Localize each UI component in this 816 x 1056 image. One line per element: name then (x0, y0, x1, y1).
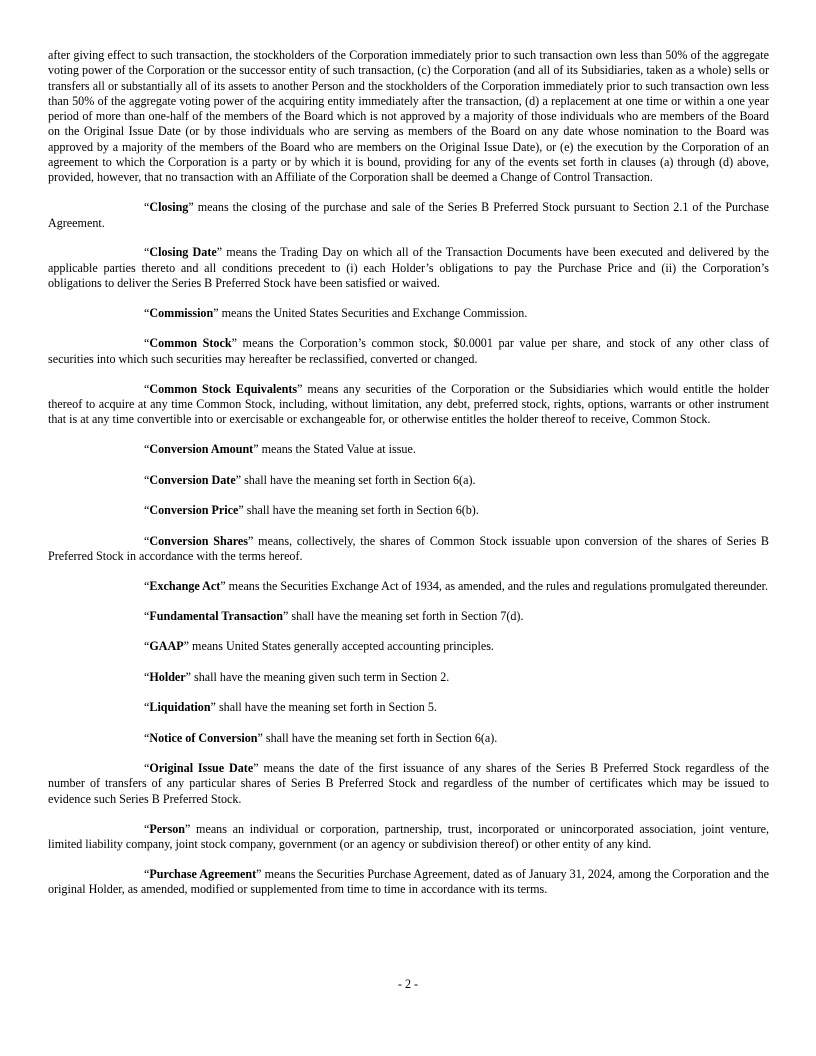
document-page (48, 48, 769, 912)
definition-text: shall have the meaning set forth in Section 7(d). (288, 608, 524, 623)
definition-text: shall have the meaning set forth in Section 6(a). (241, 472, 476, 487)
definition-text: means the date of the first issuance of any shares of the Series B Preferred Stock regardless of the number of transfers of any particular shares of Series B Preferred Stock and regardless of the number of certificates which may be issued to evidence such Series B Preferred Stock. (48, 761, 769, 806)
definition-purchase-agreement: “Purchase Agreement” means the Securities Purchase Agreement, dated as of January 31, 2024, among the Corporation and the original Holder, as amended, modified or supplemented from time to time in accordance with its terms. (48, 866, 769, 897)
definition-term: Notice of Conversion (149, 730, 258, 745)
definition-term: Conversion Date (149, 472, 236, 487)
page-number: - 2 - (397, 977, 419, 991)
definition-text: means the closing of the purchase and sale of the Series B Preferred Stock pursuant to Section 2.1 of the Purchase Agreement. (48, 200, 769, 230)
definition-text: shall have the meaning set forth in Section 6(b). (243, 503, 479, 518)
definition-closing: “Closing” means the closing of the purchase and sale of the Series B Preferred Stock pursuant to Section 2.1 of the Purchase Agreement. (48, 200, 769, 230)
definition-text: means the Corporation’s common stock, $0.0001 par value per share, and stock of any other class of securities into which such securities may hereafter be reclassified, converted or changed. (48, 336, 770, 366)
definition-text: means the Stated Value at issue. (258, 442, 416, 457)
definition-text: means the Trading Day on which all of the Transaction Documents have been executed and delivered by the applicable parties thereto and all conditions precedent to (i) each Holder’s obligations to pay the Purchase Price and (ii) the Corporation’s obligations to deliver the Series B Preferred Stock have been satisfied or waived. (48, 245, 769, 291)
definition-text: shall have the meaning set forth in Section 5. (215, 700, 437, 715)
definition-term: Holder (149, 669, 186, 684)
definition-text: means an individual or corporation, partnership, trust, incorporated or unincorporated association, joint venture, limited liability company, joint stock company, government (or an agency or subdivision thereof) or other entity of any kind. (48, 821, 769, 851)
definition-text: means the United States Securities and Exchange Commission. (218, 305, 528, 320)
definition-term: Common Stock (149, 336, 232, 351)
definition-conversion-shares: “Conversion Shares” means, collectively, the shares of Common Stock issuable upon conversion of the shares of Series B Preferred Stock in accordance with the terms hereof. (48, 533, 769, 563)
definition-text: means United States generally accepted accounting principles. (189, 639, 494, 654)
definition-exchange-act: “Exchange Act” means the Securities Exchange Act of 1934, as amended, and the rules and regulations promulgated thereunder. (144, 578, 769, 593)
definition-liquidation: “Liquidation” shall have the meaning set forth in Section 5. (144, 700, 437, 715)
definition-term: Fundamental Transaction (149, 608, 283, 623)
definition-term: GAAP (149, 639, 184, 654)
definition-text: shall have the meaning given such term in Section 2. (191, 669, 450, 684)
definition-term: Liquidation (149, 700, 211, 715)
definition-term: Conversion Price (149, 503, 239, 518)
definition-conversion-date: “Conversion Date” shall have the meaning set forth in Section 6(a). (144, 472, 476, 487)
definition-term: Common Stock Equivalents (149, 381, 298, 396)
definition-fundamental-transaction: “Fundamental Transaction” shall have the meaning set forth in Section 7(d). (144, 608, 524, 623)
definition-conversion-amount: “Conversion Amount” means the Stated Value at issue. (144, 442, 416, 457)
definition-term: Conversion Amount (149, 442, 254, 457)
definition-term: Purchase Agreement (149, 866, 257, 881)
intro-paragraph: after giving effect to such transaction, the stockholders of the Corporation immediately prior to such transaction own less than 50% of the aggregate voting power of the Corporation or the successor entity of such transaction, (c) the Corporation (and all of its Subsidiaries, taken as a whole) sells or transfers all or substantially all of its assets to another Person and the stockholders of the Corporation immediately prior to such transaction own less than 50% of the aggregate voting power of the acquiring entity immediately after the transaction, (d) a replacement at one time or within a one year period of more than one-half of the members of the Board which is not approved by a majority of those individuals who are members of the Board on the Original Issue Date (or by those individuals who are serving as members of the Board on any date whose nomination to the Board was approved by a majority of the members of the Board who are members on the Original Issue Date), or (e) the execution by the Corporation of an agreement to which the Corporation is a party or by which it is bound, providing for any of the events set forth in clauses (a) through (d) above, provided, however, that no transaction with an Affiliate of the Corporation shall be deemed a Change of Control Transaction. (48, 48, 769, 185)
definition-text: shall have the meaning set forth in Section 6(a). (262, 730, 498, 745)
definition-term: Closing (149, 200, 189, 215)
definition-text: means, collectively, the shares of Common Stock issuable upon conversion of the shares of Series B Preferred Stock in accordance with the terms hereof. (48, 533, 769, 563)
definition-notice-of-conversion: “Notice of Conversion” shall have the meaning set forth in Section 6(a). (144, 730, 498, 745)
definition-text: means the Securities Exchange Act of 1934, as amended, and the rules and regulations promulgated thereunder. (225, 578, 769, 593)
definition-term: Commission (149, 305, 214, 320)
definition-term: Closing Date (149, 245, 217, 260)
definition-holder: “Holder” shall have the meaning given such term in Section 2. (144, 669, 450, 684)
definition-text: means the Securities Purchase Agreement, dated as of January 31, 2024, among the Corporation and the original Holder, as amended, modified or supplemented from time to time in accordance with its terms. (48, 866, 769, 897)
definition-original-issue-date: “Original Issue Date” means the date of the first issuance of any shares of the Series B Preferred Stock regardless of the number of transfers of any particular shares of Series B Preferred Stock and regardless of the number of certificates which may be issued to evidence such Series B Preferred Stock. (48, 761, 769, 806)
definition-term: Original Issue Date (149, 761, 254, 776)
definition-gaap: “GAAP” means United States generally accepted accounting principles. (144, 639, 494, 654)
definition-term: Exchange Act (149, 578, 221, 593)
definition-term: Person (149, 821, 185, 836)
definition-term: Conversion Shares (149, 533, 249, 548)
definition-commission: “Commission” means the United States Securities and Exchange Commission. (144, 305, 528, 320)
definition-text: means any securities of the Corporation or the Subsidiaries which would entitle the holder thereof to acquire at any time Common Stock, including, without limitation, any debt, preferred stock, rights, options, warrants or other instrument that is at any time convertible into or exercisable or exchangeable for, or otherwise entitles the holder thereof to receive, Common Stock. (48, 381, 769, 427)
definition-closing-date: “Closing Date” means the Trading Day on which all of the Transaction Documents have been executed and delivered by the applicable parties thereto and all conditions precedent to (i) each Holder’s obligations to pay the Purchase Price and (ii) the Corporation’s obligations to deliver the Series B Preferred Stock have been satisfied or waived. (48, 245, 769, 291)
definition-common-stock: “Common Stock” means the Corporation’s common stock, $0.0001 par value per share, and stock of any other class of securities into which such securities may hereafter be reclassified, converted or changed. (48, 336, 770, 366)
definition-common-stock-equivalents: “Common Stock Equivalents” means any securities of the Corporation or the Subsidiaries which would entitle the holder thereof to acquire at any time Common Stock, including, without limitation, any debt, preferred stock, rights, options, warrants or other instrument that is at any time convertible into or exercisable or exchangeable for, or otherwise entitles the holder thereof to receive, Common Stock. (48, 381, 769, 427)
definition-conversion-price: “Conversion Price” shall have the meaning set forth in Section 6(b). (144, 503, 479, 518)
definition-person: “Person” means an individual or corporation, partnership, trust, incorporated or unincorporated association, joint venture, limited liability company, joint stock company, government (or an agency or subdivision thereof) or other entity of any kind. (48, 821, 769, 851)
